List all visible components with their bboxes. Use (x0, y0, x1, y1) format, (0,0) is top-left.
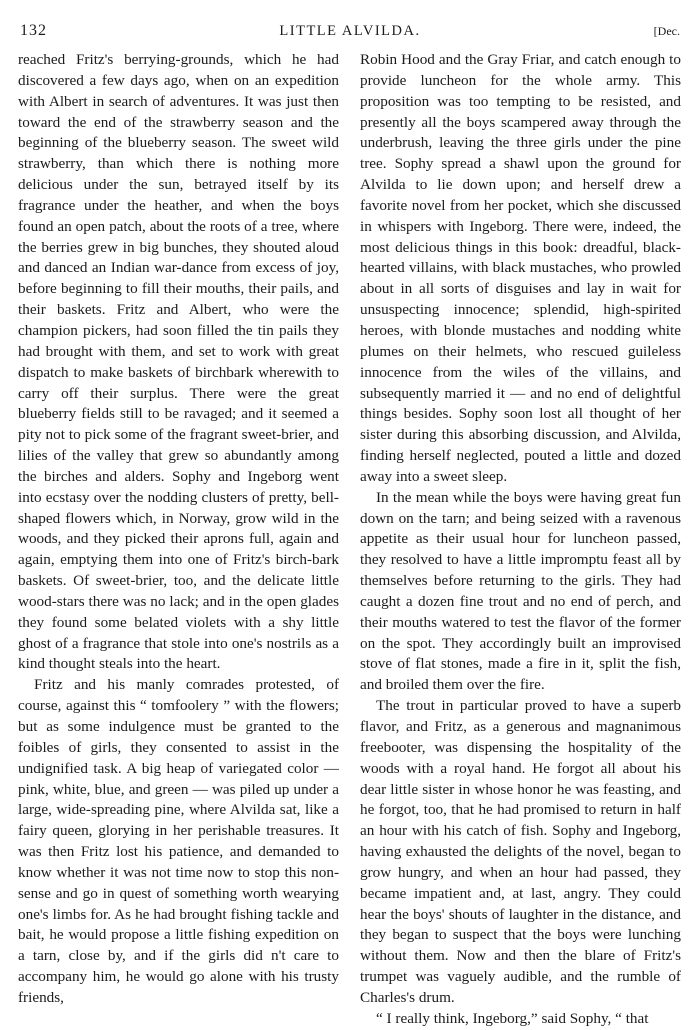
running-header (20, 22, 680, 44)
page-number: 132 (20, 22, 47, 39)
running-title: LITTLE ALVILDA. (279, 23, 421, 39)
paragraph: Fritz and his manly comrades protested, of course, against this “ tomfoolery ” with the flowers; but as some indulgence must be granted to the foibles of girls, they consented to assist in the undignified task. A big heap of variegated color — pink, white, blue, and green — was piled up under a large, wide-spreading pine, where Alvilda sat, like a fairy queen, glorying in her perishable treasures. It was then Fritz lost his patience, and demanded to know whether it was not time now to stop this nonsense and go in quest of something worth wearying one's limbs for. As he had brought fishing tackle and bait, he would propose a little fishing expedition on a tarn, close by, and if the girls did n't care to accompany him, he would go alone with his trusty friends, (18, 676, 339, 1006)
paragraph: Robin Hood and the Gray Friar, and catch enough to provide luncheon for the whole army. This proposition was too tempting to be resisted, and presently all the boys scampered away through the underbrush, leaving the three girls under the pine tree. Sophy spread a shawl upon the ground for Alvilda to lie down upon; and herself drew a favorite novel from her pocket, which she discussed in whispers with Ingeborg. There were, indeed, the most delicious things in this book: dreadful, black-hearted villains, with black mustaches, who prowled about in all sorts of disguises and lay in wait for unsuspecting innocence; splendid, high-spirited heroes, with blonde mustaches and nodding white plumes on their helmets, who rescued guileless innocence from the wiles of the villains, and subsequently married it — and no end of delightful things besides. Sophy soon lost all thought of her sister during this absorbing discussion, and Alvilda, finding herself neglected, pouted a little and dozed away into a sweet sleep. (360, 51, 681, 485)
issue-month: [Dec. (653, 24, 680, 38)
paragraph: “ I really think, Ingeborg,” said Sophy, “ that (376, 1009, 649, 1027)
paragraph: The trout in particular proved to have a superb flavor, and Fritz, as a generous and magnanimous freebooter, was dispensing the hospitality of the woods with a royal hand. He forgot all about his dear little sister in whose honor he was feasting, and he forgot, too, that he had promised to return in half an hour with his catch of fish. Sophy and Ingeborg, having exhausted the delights of the novel, began to grow hungry, and when an hour had passed, they became impatient and, at last, angry. They could hear the boys' shouts of laughter in the distance, and they began to suspect that the boys were lunching without them. Now and then the blare of Fritz's trumpet was vaguely audible, and the rumble of Charles's drum. (360, 697, 681, 1006)
right-column (360, 50, 681, 1030)
paragraph: reached Fritz's berrying-grounds, which he had discovered a few days ago, when on an expedition with Albert in search of adventures. It was just then toward the end of the strawberry season and the beginning of the blueberry season. The sweet wild strawberry, than which there is nothing more delicious under the sun, betrayed itself by its fragrance under the heather, and when the boys found an open patch, about the roots of a tree, where the berries grew in big bunches, they shouted aloud and danced an Indian war-dance from excess of joy, before beginning to fill their mouths, their pails, and their baskets. Fritz and Albert, who were the champion pickers, had soon filled the tin pails they had brought with them, and set to work with great dispatch to make baskets of birchbark wherewith to carry off their surplus. There were the great blueberry fields still to be ravaged; and it seemed a pity not to pick some of the fragrant sweet-brier, and lilies of the valley that grew so abundantly among the birches and alders. Sophy and Ingeborg went into ecstasy over the nodding clusters of pretty, bell-shaped flowers which, in Norway, grow wild in the woods, and they picked their aprons full, again and again, emptying them into one of Fritz's birch-bark baskets. Of sweet-brier, too, and the delicate little wood-stars there was no lack; and in the open glades they found some belated violets with a shy little ghost of a fragrance that stole into one's nostrils as a kind thought steals into the heart. (18, 51, 339, 673)
left-column (18, 50, 339, 1009)
paragraph: In the mean while the boys were having great fun down on the tarn; and being seized with a ravenous appetite as their usual hour for luncheon passed, they resolved to have a little impromptu feast all by themselves before returning to the girls. They had caught a dozen fine trout and no end of perch, and their mouths watered to test the flavor of the former on the spot. They accordingly built an improvised stove of flat stones, made a fire in it, split the fish, and broiled them over the fire. (360, 488, 681, 694)
